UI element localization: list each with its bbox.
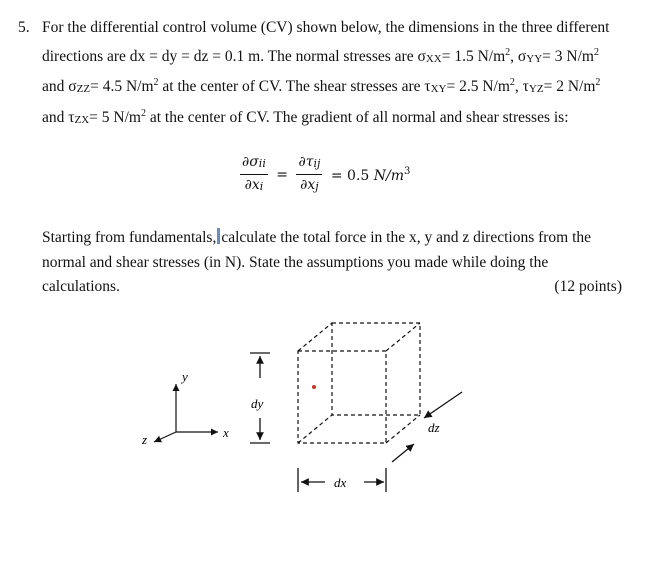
dim-label-dx: dx — [334, 475, 347, 490]
fraction-normal-stress: $\frac{\text{∂σii}}{\partial xi}$ — [242, 154, 266, 193]
axis-label-x: x — [223, 425, 229, 440]
question-number: 5. — [18, 19, 30, 36]
cv-center-point — [312, 385, 316, 389]
problem-statement: For the differential control volume (CV) shown below, the dimensions in the three different directions are dx = dy = dz = 0.1 m. The normal stresses are σXX= 1.5 $N/m^2$, σYY= 3 $N/m^2$ and σZZ= 4.5 $N/m^2$ at the center of CV. The shear stresses are τXY= 2.5 $N/m^2$, τYZ= 2 $N/m^2$ and τZX= 5 $N/m^2$ at the center of CV. The gradient of all normal and shear stresses is: — [42, 19, 610, 126]
task-statement: Starting from fundamentals, calculate the total force in the x, y and z directions from the normal and shear stresses (in N). State the assumptions you made while doing the calculations. — [42, 229, 592, 295]
control-volume-cube — [298, 323, 420, 443]
dim-label-dz: dz — [428, 420, 440, 435]
axis-label-z: z — [142, 432, 148, 447]
dim-label-dy: dy — [251, 396, 264, 411]
coordinate-axes — [154, 384, 218, 442]
equals-sign: = — [276, 166, 289, 183]
points-label: (12 points) — [554, 278, 622, 295]
axis-label-y: y — [182, 369, 188, 384]
equation-rhs: = 0.5 $N/m^3$ — [330, 165, 411, 184]
fraction-shear-stress: $\frac{\text{∂τij}}{\partial xj}$ — [298, 154, 321, 193]
z-axis — [154, 432, 176, 442]
dz-dimension — [392, 392, 462, 462]
